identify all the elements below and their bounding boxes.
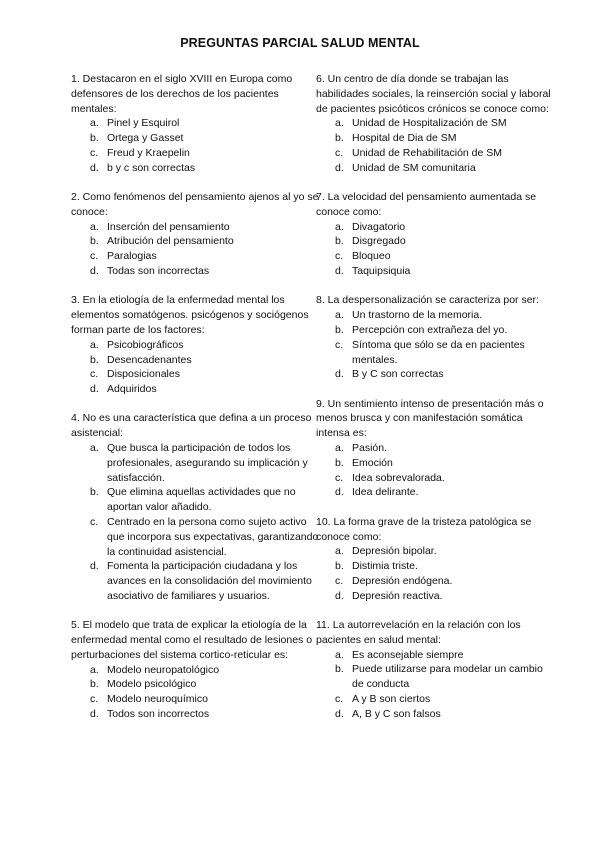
answer-options [316,648,556,722]
answer-options [71,663,319,722]
left-column [71,72,319,736]
option-letter: b. [90,678,99,691]
option-letter: b. [90,486,99,499]
option-letter: b. [90,353,99,366]
option-letter: c. [335,338,344,351]
answer-option [316,574,556,589]
answer-option [316,367,556,382]
answer-option [71,146,319,161]
option-text: Ortega y Gasset [107,132,184,145]
answer-option [71,367,319,382]
option-text: B y C son correctas [352,368,444,381]
option-text: A y B son ciertos [352,692,431,705]
answer-option [316,234,556,249]
question-block [71,618,319,722]
option-text: Pasión. [352,442,388,455]
option-text: Atribución del pensamiento [107,235,234,248]
option-text: Modelo neuroquímico [107,693,208,706]
answer-option [316,220,556,235]
answer-option [71,677,319,692]
option-text: Inserción del pensamiento [107,220,230,233]
question-text: 11. La autorrevelación en la relación con los pacientes en salud mental: [316,619,521,646]
answer-options [71,338,319,397]
question-block [71,72,319,176]
question-text: 1. Destacaron en el siglo XVIII en Europa como defensores de los derechos de los pacientes mentales: [71,73,293,115]
option-letter: b. [335,235,344,248]
option-text: Hospital de Dia de SM [352,132,457,145]
answer-option [71,515,319,559]
option-letter: a. [335,442,344,455]
option-text: Unidad de SM comunitaria [352,161,476,174]
question-block [316,618,556,722]
answer-options [316,441,556,500]
answer-option [71,663,319,678]
answer-option [71,116,319,131]
answer-option [316,249,556,264]
option-text: Distimia triste. [352,560,418,573]
answer-option [316,161,556,176]
option-text: Percepción con extrañeza del yo. [352,323,508,336]
question-text: 6. Un centro de día donde se trabajan las habilidades sociales, la reinserción social y laboral de pacientes psicóticos crónicos se conoce como: [316,73,551,115]
question-text: 10. La forma grave de la tristeza patológica se conoce como: [316,515,532,543]
option-letter: d. [335,589,344,602]
answer-option [316,264,556,279]
answer-option [316,471,556,486]
option-text: Depresión endógena. [352,574,453,587]
option-text: Un trastorno de la memoria. [352,309,483,322]
option-text: Bloqueo [352,250,391,263]
question-block [71,190,319,279]
option-letter: a. [90,442,99,455]
option-text: Que busca la participación de todos los profesionales, asegurando su implicación y satisfacción. [107,442,308,484]
option-letter: c. [335,146,344,159]
option-letter: b. [335,560,344,573]
option-letter: b. [335,456,344,469]
option-text: Unidad de Hospitalización de SM [352,117,507,130]
option-letter: a. [90,338,99,351]
answer-options [71,220,319,279]
option-text: Adquiridos [107,383,157,396]
option-letter: a. [90,220,99,233]
option-text: Síntoma que sólo se da en pacientes mentales. [352,338,525,366]
answer-option [71,338,319,353]
answer-option [71,234,319,249]
option-text: Unidad de Rehabilitación de SM [352,146,503,159]
answer-option [316,456,556,471]
option-text: Puede utilizarse para modelar un cambio de conducta [352,663,543,691]
option-letter: a. [335,309,344,322]
option-letter: d. [90,708,99,721]
option-letter: c. [90,693,99,706]
answer-option [316,146,556,161]
answer-option [316,544,556,559]
option-text: Paralogias [107,250,157,263]
option-text: Modelo neuropatológico [107,663,220,676]
option-letter: d. [90,383,99,396]
option-text: Psicobiográficos [107,338,184,351]
answer-option [71,220,319,235]
option-letter: d. [90,560,99,573]
answer-options [71,116,319,175]
page-title: PREGUNTAS PARCIAL SALUD MENTAL [180,36,420,50]
answer-option [71,692,319,707]
answer-options [316,308,556,382]
option-letter: a. [335,545,344,558]
answer-option [71,485,319,515]
option-text: b y c son correctas [107,161,196,174]
question-block [316,293,556,382]
option-letter: b. [90,235,99,248]
option-text: Freud y Kraepelin [107,146,190,159]
option-text: Depresión bipolar. [352,545,437,558]
option-letter: c. [335,471,344,484]
question-block [316,190,556,279]
option-letter: a. [90,663,99,676]
answer-option [71,559,319,603]
answer-option [316,441,556,456]
option-letter: b. [90,132,99,145]
option-text: Divagatorio [352,220,406,233]
option-letter: c. [90,250,99,263]
option-text: Es aconsejable siempre [352,648,464,661]
answer-option [316,707,556,722]
question-block [316,397,556,501]
question-text: 3. En la etiología de la enfermedad mental los elementos somatógenos. psicógenos y sociógenos forman parte de los factores: [71,294,309,336]
right-column [316,72,556,736]
question-block [71,411,319,603]
answer-option [316,323,556,338]
answer-option [71,353,319,368]
option-letter: c. [90,368,99,381]
answer-option [316,308,556,323]
option-letter: a. [335,220,344,233]
option-letter: c. [335,250,344,263]
answer-option [316,589,556,604]
question-text: 5. El modelo que trata de explicar la etiología de la enfermedad mental como el resultado de lesiones o perturbaciones del sistema cortico-reticular es: [71,619,313,661]
option-text: Disgregado [352,235,406,248]
option-letter: d. [335,707,344,720]
question-block [316,515,556,604]
question-text: 9. Un sentimiento intenso de presentación más o menos brusca y con manifestación somática intensa es: [316,397,544,440]
option-text: Modelo psicológico [107,678,197,691]
option-letter: d. [335,486,344,499]
answer-option [71,382,319,397]
option-letter: d. [90,161,99,174]
option-letter: d. [335,368,344,381]
option-text: Todos son incorrectos [107,708,210,721]
question-block [316,72,556,176]
option-letter: d. [335,161,344,174]
option-letter: a. [335,648,344,661]
answer-option [316,662,556,692]
answer-option [316,338,556,368]
answer-option [316,559,556,574]
option-text: Idea delirante. [352,486,419,499]
option-text: Que elimina aquellas actividades que no aportan valor añadido. [107,486,296,514]
option-text: A, B y C son falsos [352,707,441,720]
answer-option [71,264,319,279]
answer-option [71,131,319,146]
answer-option [71,441,319,485]
option-text: Taquipsiquia [352,265,411,278]
answer-option [71,707,319,722]
answer-option [316,692,556,707]
answer-option [316,648,556,663]
answer-option [71,249,319,264]
option-text: Pinel y Esquirol [107,117,180,130]
option-letter: d. [90,265,99,278]
answer-options [316,220,556,279]
answer-options [316,544,556,603]
option-letter: b. [335,132,344,145]
option-text: Todas son incorrectas [107,265,210,278]
option-text: Depresión reactiva. [352,589,443,602]
question-text: 8. La despersonalización se caracteriza por ser: [316,294,539,307]
answer-option [316,116,556,131]
answer-options [71,441,319,604]
option-text: Desencadenantes [107,353,192,366]
option-letter: c. [335,692,344,705]
option-text: Emoción [352,456,393,469]
option-letter: c. [90,146,99,159]
option-text: Disposicionales [107,368,180,381]
option-letter: c. [335,574,344,587]
question-text: 7. La velocidad del pensamiento aumentada se conoce como: [316,191,537,218]
option-letter: c. [90,516,99,529]
answer-option [316,131,556,146]
answer-option [71,161,319,176]
answer-option [316,485,556,500]
option-letter: b. [335,663,344,676]
option-letter: d. [335,265,344,278]
question-text: 2. Como fenómenos del pensamiento ajenos al yo se conoce: [71,191,319,218]
option-text: Fomenta la participación ciudadana y los avances en la consolidación del movimiento asociativo de familiares y usuarios. [107,560,312,602]
answer-options [316,116,556,175]
option-text: Centrado en la persona como sujeto activo que incorpora sus expectativas, garantizando la continuidad asistencial. [107,516,319,558]
option-letter: a. [90,117,99,130]
question-text: 4. No es una característica que defina a un proceso asistencial: [71,412,312,440]
option-letter: a. [335,117,344,130]
option-letter: b. [335,323,344,336]
option-text: Idea sobrevalorada. [352,471,445,484]
question-block [71,293,319,397]
